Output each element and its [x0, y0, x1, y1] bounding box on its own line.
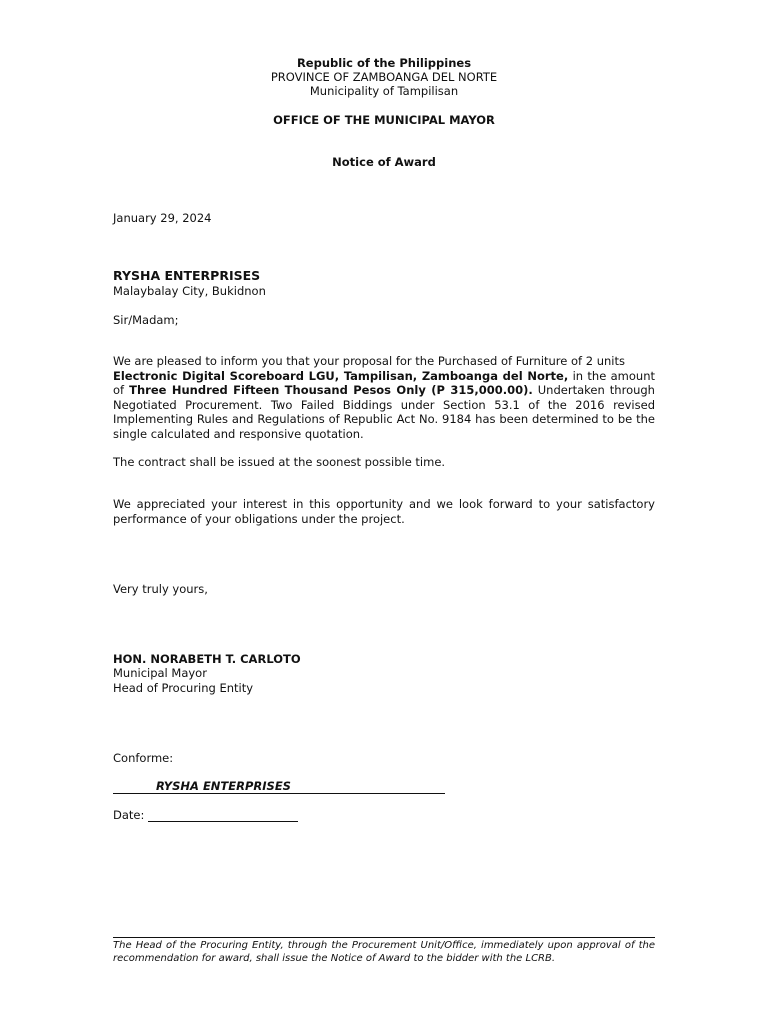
body-paragraph-1 [113, 354, 655, 441]
body-paragraph-2: The contract shall be issued at the soonest possible time. [113, 455, 446, 469]
conforme-date-row [113, 808, 298, 822]
conforme-signature-line [113, 779, 445, 794]
signatory-role: Head of Procuring Entity [113, 681, 254, 695]
recipient-address: Malaybalay City, Bukidnon [113, 284, 266, 298]
header-province: PROVINCE OF ZAMBOANGA DEL NORTE [270, 70, 498, 84]
recipient-name: RYSHA ENTERPRISES [113, 268, 261, 283]
document-title: Notice of Award [332, 155, 436, 169]
header-municipality: Municipality of Tampilisan [309, 84, 459, 98]
header-republic: Republic of the Philippines [296, 56, 472, 70]
signatory-name: HON. NORABETH T. CARLOTO [113, 652, 301, 666]
body-p1-item: Electronic Digital Scoreboard LGU, Tampilisan, Zamboanga del Norte, [113, 368, 569, 383]
body-p1-text-a: We are pleased to inform you that your proposal for the Purchased of Furniture of 2 units [113, 354, 626, 368]
body-p1-amount: Three Hundred Fifteen Thousand Pesos Only (P 315,000.00). [129, 383, 533, 397]
header-office: OFFICE OF THE MUNICIPAL MAYOR [273, 113, 495, 127]
body-p1-text-c: Undertaken through Negotiated Procurement. Two Failed Biddings under Section 53.1 of the 2016 revised Implementing Rules and Regulations of Republic Act No. 9184 has been determined to be the single calculated and responsive quotation. [113, 383, 655, 441]
conforme-date-label: Date: [113, 808, 149, 822]
conforme-label: Conforme: [113, 751, 174, 765]
signatory-position: Municipal Mayor [113, 666, 207, 680]
body-p1-text-b: in the amount of [113, 368, 655, 397]
footer-note: The Head of the Procuring Entity, through the Procurement Unit/Office, immediately upon approval of the recommendation for award, shall issue the Notice of Award to the bidder with the LCRB. [113, 940, 655, 964]
footer-rule [113, 937, 655, 938]
closing: Very truly yours, [113, 582, 208, 596]
letter-date: January 29, 2024 [113, 211, 212, 225]
conforme-name: RYSHA ENTERPRISES [156, 779, 291, 793]
salutation: Sir/Madam; [113, 313, 179, 327]
conforme-date-line [148, 809, 298, 822]
body-paragraph-3: We appreciated your interest in this opportunity and we look forward to your satisfactory performance of your obligations under the project. [113, 497, 655, 526]
